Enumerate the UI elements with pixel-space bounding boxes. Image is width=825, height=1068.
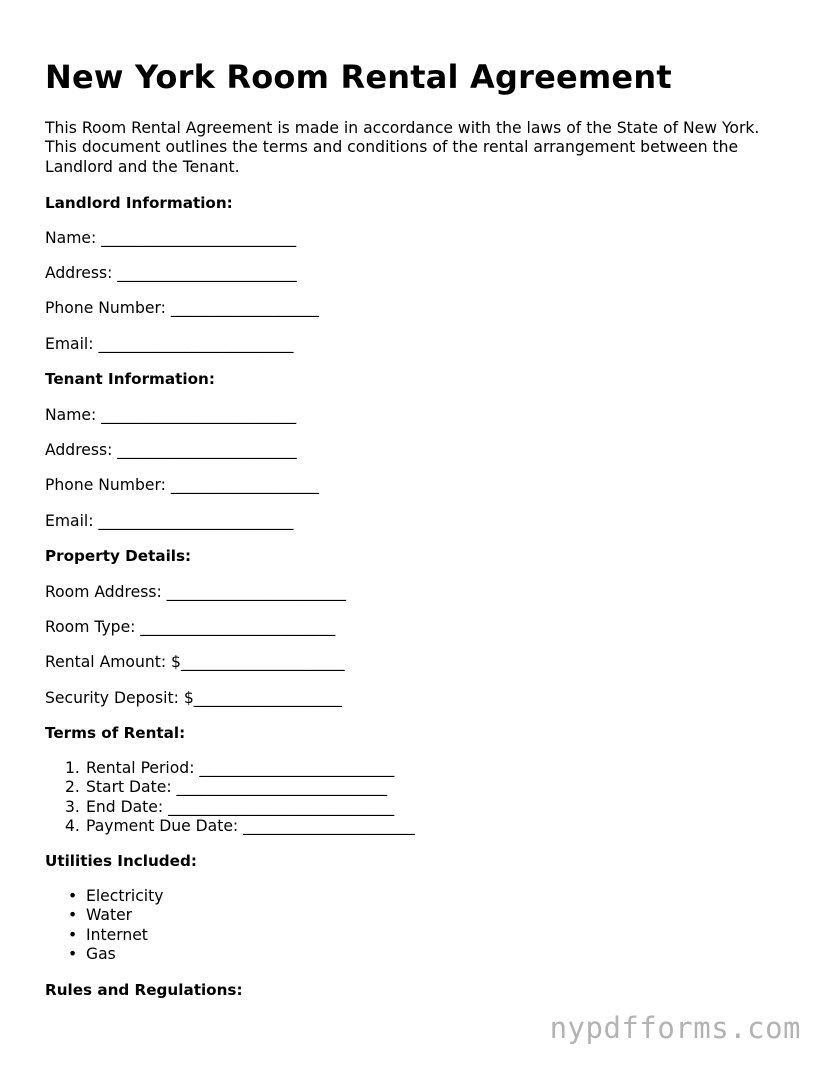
- bullet-icon: •: [68, 925, 78, 944]
- list-number: 4.: [65, 817, 80, 836]
- tenant-email-field: Email: _________________________: [45, 512, 294, 530]
- list-item-text: Gas: [86, 945, 116, 964]
- list-number: 1.: [65, 759, 80, 777]
- list-item: [45, 798, 415, 817]
- rules-heading: Rules and Regulations:: [45, 981, 243, 999]
- landlord-address-field: Address: _______________________: [45, 264, 297, 282]
- tenant-name-field: Name: _________________________: [45, 406, 297, 424]
- list-item: [45, 945, 163, 964]
- room-type-field: Room Type: _________________________: [45, 618, 336, 636]
- list-item-text: Payment Due Date: ______________________: [86, 817, 415, 836]
- list-item-text: Start Date: ___________________________: [86, 778, 388, 797]
- tenant-phone-field: Phone Number: ___________________: [45, 476, 319, 494]
- intro-paragraph: This Room Rental Agreement is made in accordance with the laws of the State of New York. This document outlines the terms and conditions of the rental arrangement between the Landlord and the Tenant.: [45, 119, 760, 176]
- property-heading: Property Details:: [45, 547, 192, 565]
- list-item-text: Rental Period: _________________________: [86, 759, 395, 777]
- list-item-text: Internet: [86, 925, 148, 944]
- list-item: [45, 926, 163, 945]
- bullet-icon: •: [68, 906, 78, 925]
- tenant-heading: Tenant Information:: [45, 370, 215, 388]
- room-address-field: Room Address: _______________________: [45, 583, 347, 601]
- landlord-name-field: Name: _________________________: [45, 229, 297, 247]
- landlord-heading: Landlord Information:: [45, 194, 233, 212]
- rental-amount-field: Rental Amount: $_____________________: [45, 653, 345, 671]
- utilities-heading: Utilities Included:: [45, 852, 197, 870]
- list-item-text: Water: [86, 906, 133, 925]
- landlord-email-field: Email: _________________________: [45, 335, 294, 353]
- landlord-phone-field: Phone Number: ___________________: [45, 299, 319, 317]
- list-number: 3.: [65, 797, 80, 816]
- list-item-text: End Date: _____________________________: [86, 797, 395, 816]
- bullet-icon: •: [68, 945, 78, 964]
- utilities-list: [45, 887, 163, 965]
- security-deposit-field: Security Deposit: $___________________: [45, 689, 342, 707]
- list-item: [45, 778, 415, 797]
- document-title: New York Room Rental Agreement: [45, 58, 672, 96]
- tenant-address-field: Address: _______________________: [45, 441, 297, 459]
- terms-list: [45, 759, 415, 837]
- list-item: [45, 887, 163, 906]
- list-item: [45, 759, 415, 778]
- watermark: nypdfforms.com: [549, 1011, 801, 1045]
- terms-heading: Terms of Rental:: [45, 724, 186, 742]
- list-item: [45, 906, 163, 925]
- list-number: 2.: [65, 778, 80, 797]
- list-item: [45, 817, 415, 836]
- bullet-icon: •: [68, 887, 78, 905]
- list-item-text: Electricity: [86, 887, 164, 905]
